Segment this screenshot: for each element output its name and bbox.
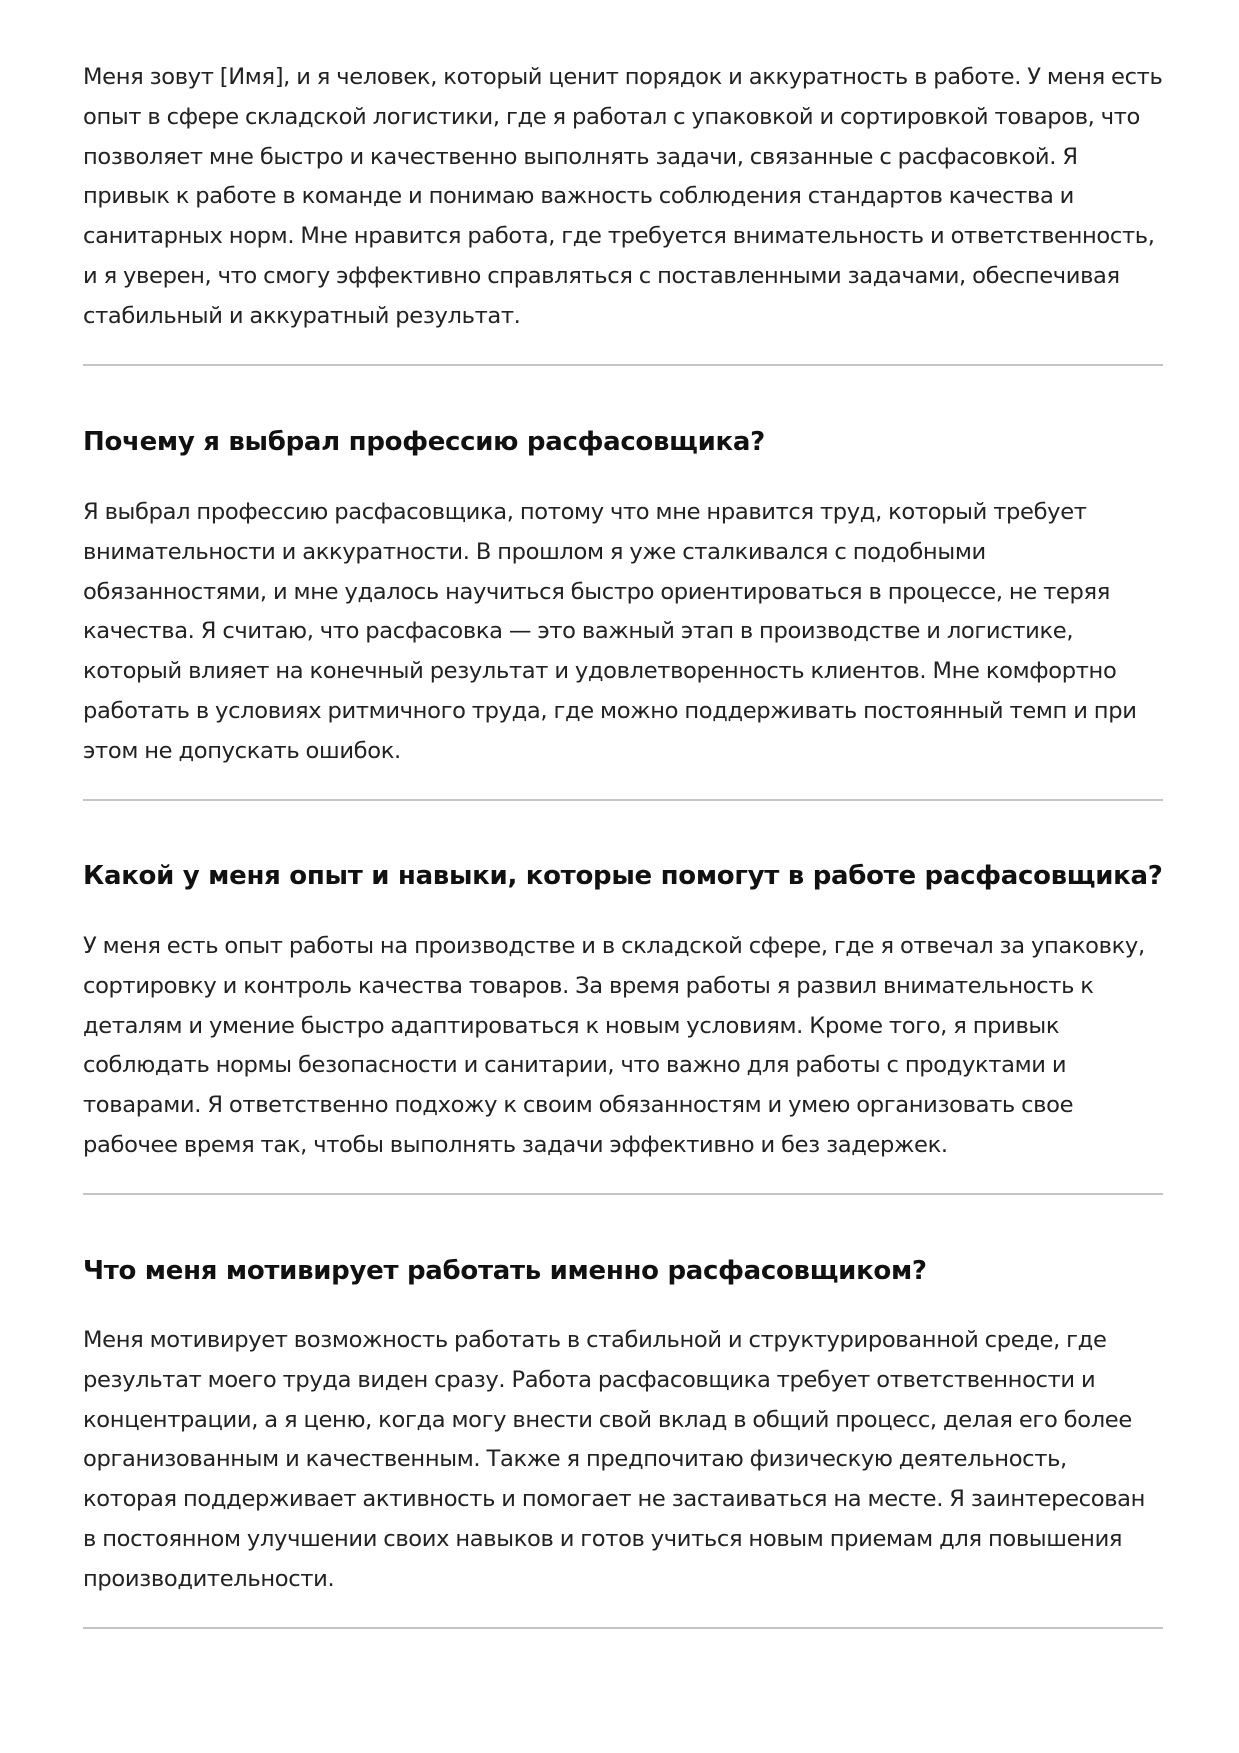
section-paragraph-why-profession: Я выбрал профессию расфасовщика, потому что мне нравится труд, который требует внимательности и аккуратности. В прошлом я уже сталкивался с подобными обязанностями, и мне удалось научиться быстро ориентироваться в процессе, не теряя качества. Я считаю, что расфасовка — это важный этап в производстве и логистике, который влияет на конечный результат и удовлетворенность клиентов. Мне комфортно работать в условиях ритмичного труда, где можно поддерживать постоянный темп и при этом не допускать ошибок.: [83, 499, 1137, 764]
section-heading-motivation: Что меня мотивирует работать именно расфасовщиком?: [83, 1256, 927, 1286]
intro-paragraph: Меня зовут [Имя], и я человек, который ценит порядок и аккуратность в работе. У меня есть опыт в сфере складской логистики, где я работал с упаковкой и сортировкой товаров, что позволяет мне быстро и качественно выполнять задачи, связанные с расфасовкой. Я привык к работе в команде и понимаю важность соблюдения стандартов качества и санитарных норм. Мне нравится работа, где требуется внимательность и ответственность, и я уверен, что смогу эффективно справляться с поставленными задачами, обеспечивая стабильный и аккуратный результат.: [83, 64, 1163, 329]
section-heading-why-profession: Почему я выбрал профессию расфасовщика?: [83, 427, 765, 457]
section-heading-experience: Какой у меня опыт и навыки, которые помогут в работе расфасовщика?: [83, 861, 1163, 891]
section-divider: [83, 1193, 1163, 1195]
section-paragraph-experience: У меня есть опыт работы на производстве и в складской сфере, где я отвечал за упаковку, сортировку и контроль качества товаров. За время работы я развил внимательность к деталям и умение быстро адаптироваться к новым условиям. Кроме того, я привык соблюдать нормы безопасности и санитарии, что важно для работы с продуктами и товарами. Я ответственно подхожу к своим обязанностям и умею организовать свое рабочее время так, чтобы выполнять задачи эффективно и без задержек.: [83, 933, 1145, 1158]
section-divider: [83, 799, 1163, 801]
section-paragraph-motivation: Меня мотивирует возможность работать в стабильной и структурированной среде, где результат моего труда виден сразу. Работа расфасовщика требует ответственности и концентрации, а я ценю, когда могу внести свой вклад в общий процесс, делая его более организованным и качественным. Также я предпочитаю физическую деятельность, которая поддерживает активность и помогает не застаиваться на месте. Я заинтересован в постоянном улучшении своих навыков и готов учиться новым приемам для повышения производительности.: [83, 1327, 1146, 1592]
section-divider: [83, 364, 1163, 366]
section-divider: [83, 1627, 1163, 1629]
